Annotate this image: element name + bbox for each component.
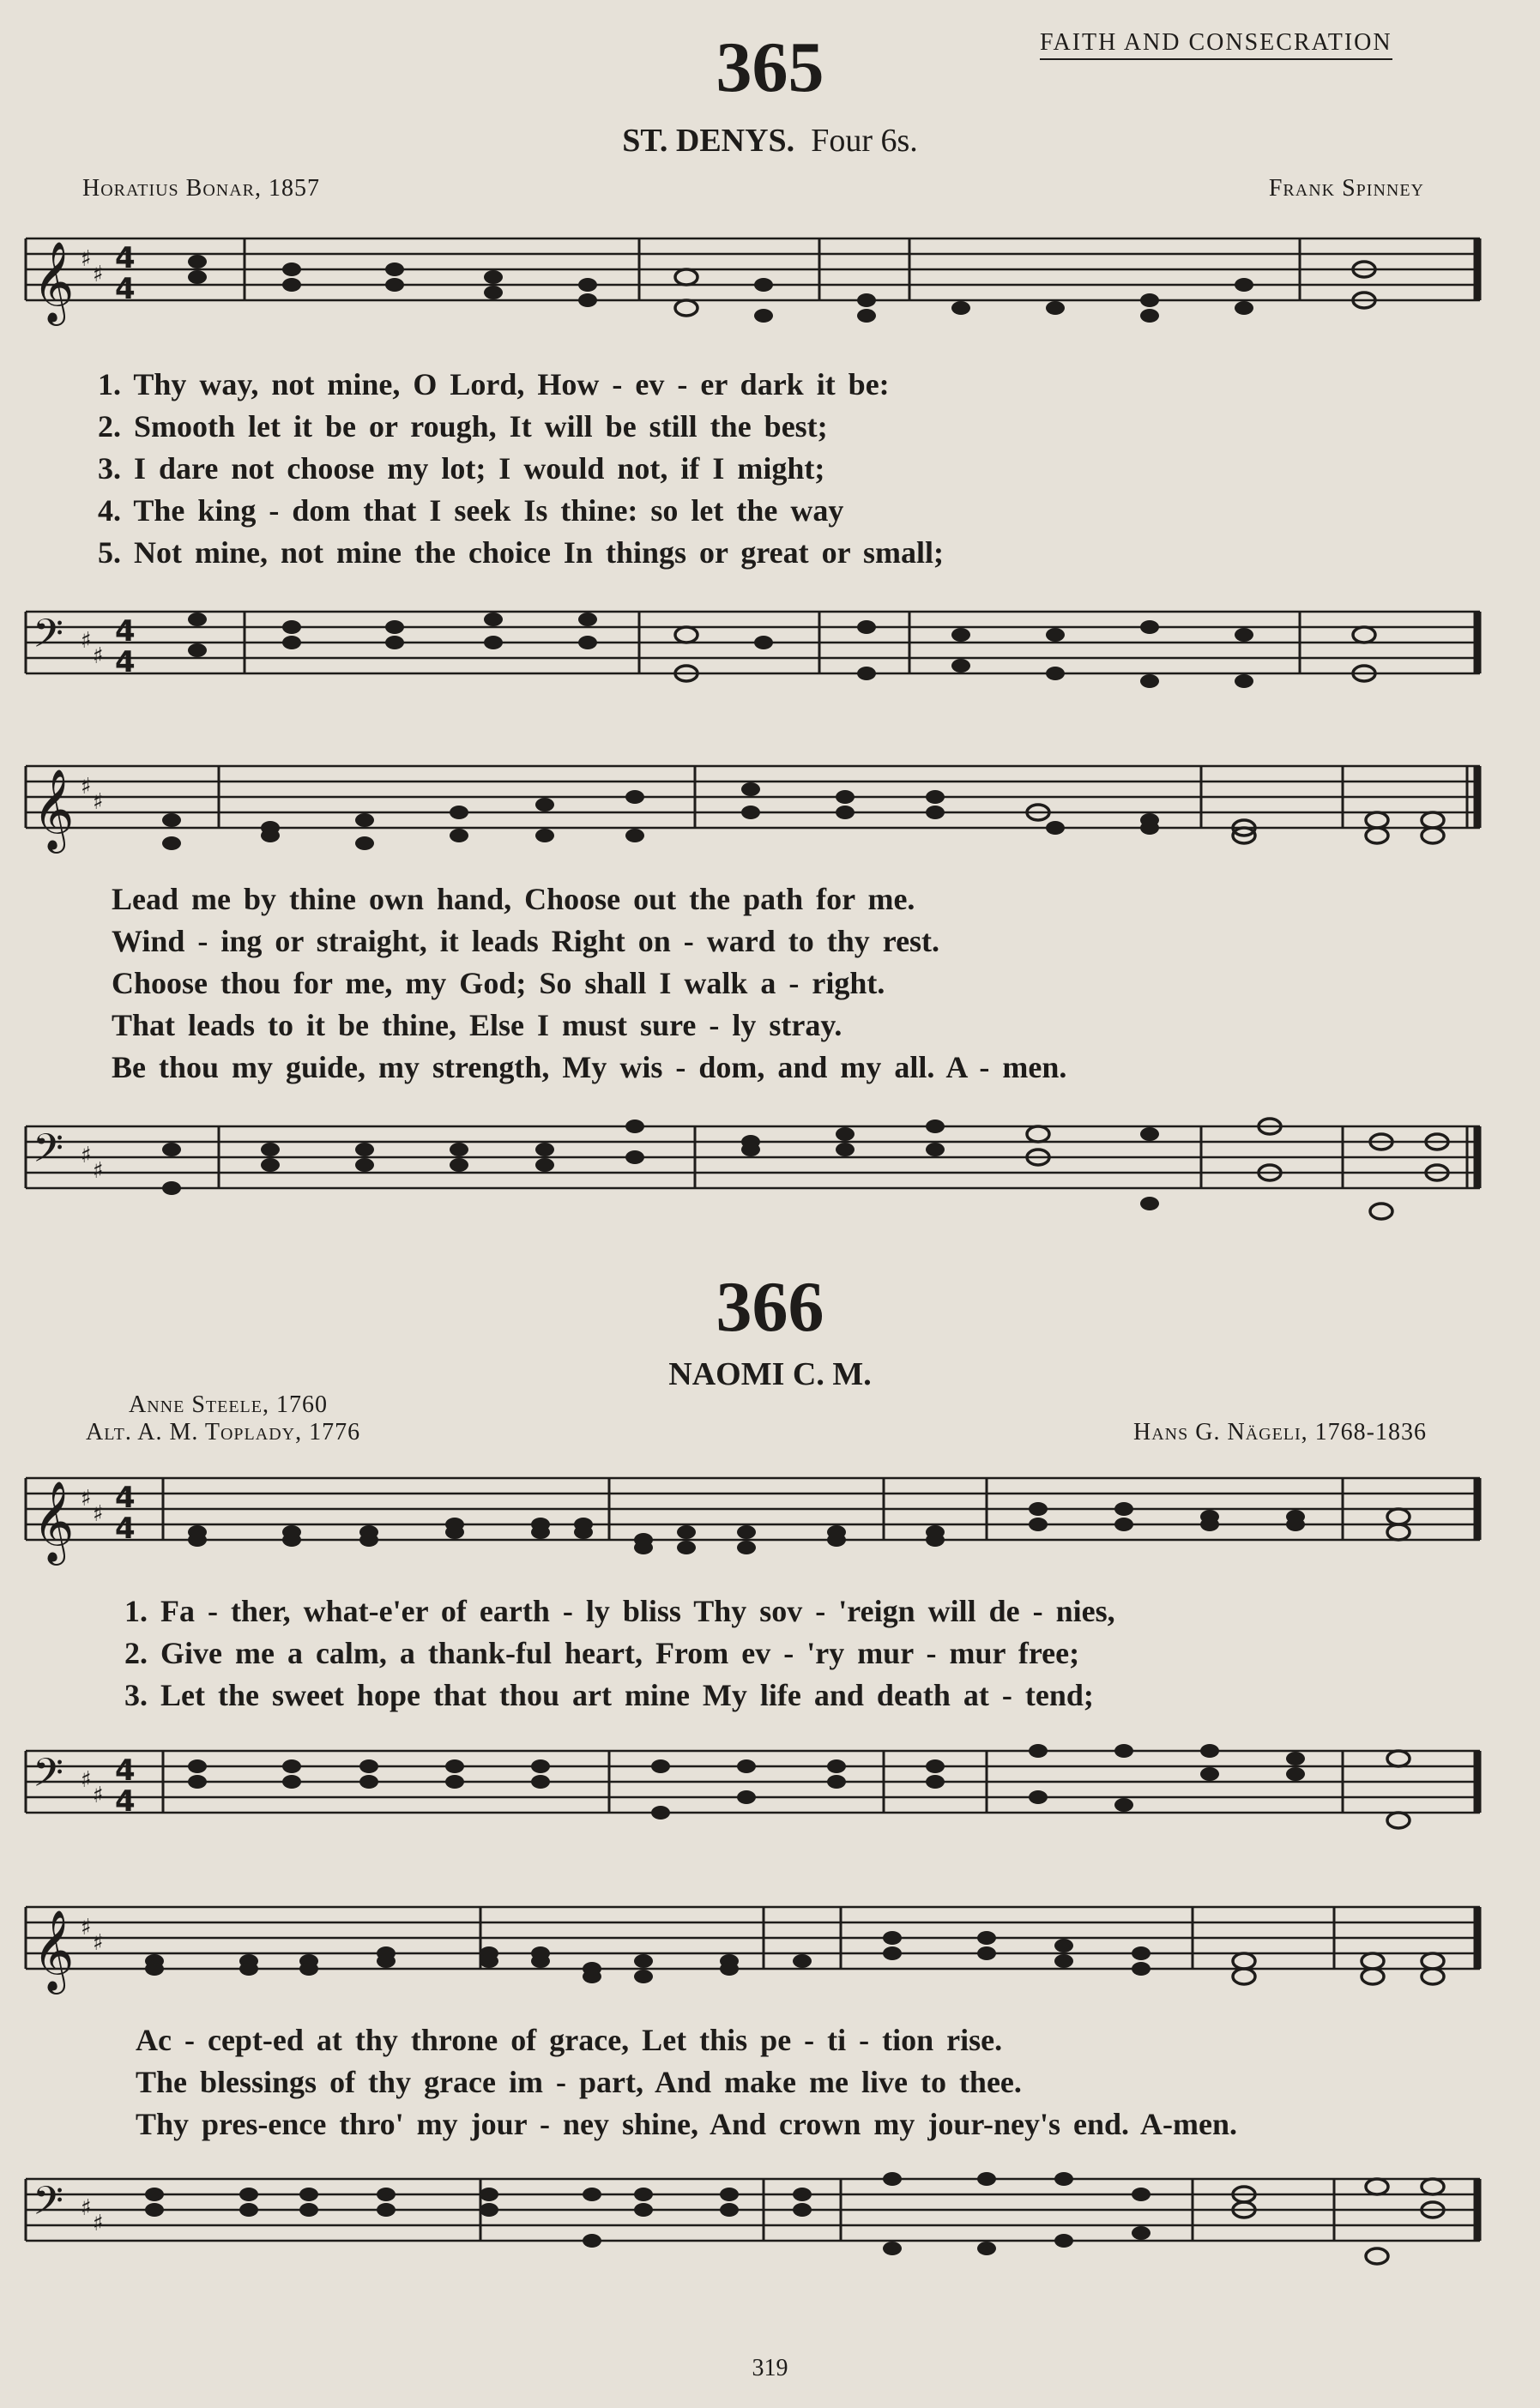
note-head	[1054, 1939, 1073, 1952]
note-head	[827, 1533, 846, 1547]
note-head	[484, 270, 503, 284]
notation-symbol: 4	[115, 241, 136, 275]
lyric-line: Ac - cept-ed at thy throne of grace, Let this pe - ti - tion rise.	[136, 2023, 1003, 2057]
note-head	[583, 2188, 601, 2201]
lyric-line: 1. Fa - ther, what-e'er of earth - ly bliss Thy sov - 'reign will de - nies,	[124, 1594, 1115, 1628]
note-head	[239, 2203, 258, 2217]
note-head	[188, 613, 207, 626]
note-head	[1114, 1798, 1133, 1812]
note-head	[385, 278, 404, 292]
note-head	[677, 1541, 696, 1554]
note-head	[385, 620, 404, 634]
note-head	[1235, 278, 1253, 292]
notation-symbol: 4	[115, 645, 136, 679]
note-head	[1286, 1752, 1305, 1765]
note-head	[793, 1954, 812, 1968]
lyric-line: Be thou my guide, my strength, My wis - dom, and my all. A - men.	[112, 1050, 1067, 1084]
lyric-line: 2. Give me a calm, a thank-ful heart, From ev - 'ry mur - mur free;	[124, 1636, 1080, 1670]
tune-title-st-denys	[0, 122, 1540, 160]
author-credit: Horatius Bonar, 1857	[82, 175, 321, 202]
note-head	[1422, 1953, 1444, 1969]
note-head	[261, 1158, 280, 1172]
note-head	[1200, 1744, 1219, 1758]
note-head	[737, 1790, 756, 1804]
note-head	[531, 1525, 550, 1539]
lyric-line: 1. Thy way, not mine, O Lord, How - ev - er dark it be:	[98, 367, 890, 401]
note-head	[1114, 1502, 1133, 1516]
note-head	[977, 2242, 996, 2255]
note-head	[535, 1143, 554, 1156]
notation-symbol: 4	[115, 614, 136, 649]
notation-symbol: ♯	[81, 1486, 92, 1512]
note-head	[162, 836, 181, 850]
note-head	[634, 2188, 653, 2201]
note-head	[634, 1541, 653, 1554]
note-head	[857, 309, 876, 323]
lyric-line: That leads to it be thine, Else I must sure - ly stray.	[112, 1008, 842, 1042]
notation-symbol: ♯	[81, 1767, 92, 1793]
note-head	[1286, 1767, 1305, 1781]
author-credit: Alt. A. M. Toplady, 1776	[86, 1419, 361, 1445]
note-head	[754, 278, 773, 292]
note-head	[145, 1962, 164, 1976]
composer-credit: Hans G. Nägeli, 1768-1836	[1133, 1419, 1427, 1445]
note-head	[282, 636, 301, 649]
note-head	[634, 1954, 653, 1968]
bass-staff	[26, 605, 1480, 708]
note-head	[827, 1759, 846, 1773]
note-head	[145, 2203, 164, 2217]
note-head	[951, 628, 970, 642]
note-head	[857, 620, 876, 634]
note-head	[1387, 1751, 1410, 1766]
treble-staff	[26, 759, 1480, 862]
lyric-line: Thy pres-ence thro' my jour - ney shine, And crown my jour-ney's end. A-men.	[136, 2107, 1238, 2141]
note-head	[836, 1127, 855, 1141]
lyric-line: 3. I dare not choose my lot; I would not, if I might;	[98, 451, 825, 486]
note-head	[741, 782, 760, 796]
note-head	[926, 1533, 945, 1547]
note-head	[355, 1143, 374, 1156]
note-head	[450, 806, 468, 819]
notation-symbol: ♯	[81, 1915, 92, 1940]
notation-symbol: 𝄞	[33, 769, 75, 850]
note-head	[741, 806, 760, 819]
note-head	[977, 1931, 996, 1945]
note-head	[926, 790, 945, 804]
notation-symbol: ♯	[81, 2195, 92, 2221]
note-head	[583, 1970, 601, 1983]
note-head	[531, 1759, 550, 1773]
note-head	[1200, 1767, 1219, 1781]
note-head	[625, 1150, 644, 1164]
note-head	[445, 1775, 464, 1789]
note-head	[445, 1759, 464, 1773]
note-head	[299, 1962, 318, 1976]
note-head	[1132, 2188, 1150, 2201]
note-head	[282, 1775, 301, 1789]
note-head	[162, 1181, 181, 1195]
note-head	[857, 667, 876, 680]
note-head	[355, 1158, 374, 1172]
note-head	[1054, 1954, 1073, 1968]
note-head	[1235, 674, 1253, 688]
note-head	[574, 1525, 593, 1539]
note-head	[355, 836, 374, 850]
note-head	[926, 1143, 945, 1156]
note-head	[282, 1533, 301, 1547]
hymn-number-365: 365	[716, 27, 824, 107]
tune-name: NAOMI C. M.	[668, 1356, 872, 1392]
note-head	[1387, 1524, 1410, 1540]
note-head	[1046, 301, 1065, 315]
note-head	[188, 1759, 207, 1773]
note-head	[359, 1775, 378, 1789]
note-head	[883, 1931, 902, 1945]
note-head	[926, 1775, 945, 1789]
note-head	[741, 1143, 760, 1156]
note-head	[883, 2242, 902, 2255]
notation-symbol: ♯	[93, 789, 104, 815]
note-head	[793, 2203, 812, 2217]
note-head	[1422, 812, 1444, 828]
note-head	[377, 2188, 396, 2201]
note-head	[926, 1759, 945, 1773]
note-head	[1140, 309, 1159, 323]
note-head	[1029, 1502, 1048, 1516]
lyrics-block	[26, 2019, 1480, 2145]
note-head	[1233, 1953, 1255, 1969]
note-head	[1366, 828, 1388, 843]
note-head	[926, 806, 945, 819]
page-number: 319	[752, 2355, 788, 2381]
note-head	[951, 659, 970, 673]
notation-symbol: 𝄢	[33, 611, 64, 667]
note-head	[836, 1143, 855, 1156]
note-head	[282, 620, 301, 634]
lyric-line: 2. Smooth let it be or rough, It will be still the best;	[98, 409, 828, 444]
treble-staff	[26, 1900, 1480, 2003]
note-head	[677, 1525, 696, 1539]
note-head	[1029, 1790, 1048, 1804]
note-head	[625, 1120, 644, 1133]
note-head	[535, 1158, 554, 1172]
bass-staff	[26, 2172, 1480, 2275]
lyric-line: Wind - ing or straight, it leads Right on - ward to thy rest.	[112, 924, 940, 958]
notation-symbol: ♯	[93, 643, 104, 669]
note-head	[1132, 1962, 1150, 1976]
note-head	[535, 798, 554, 812]
note-head	[188, 1775, 207, 1789]
note-head	[1046, 628, 1065, 642]
note-head	[450, 1143, 468, 1156]
note-head	[720, 1962, 739, 1976]
note-head	[883, 2172, 902, 2186]
note-head	[282, 1759, 301, 1773]
note-head	[836, 790, 855, 804]
lyrics-block	[26, 364, 1480, 574]
section-heading: FAITH AND CONSECRATION	[1040, 29, 1392, 60]
note-head	[651, 1806, 670, 1820]
notation-symbol: ♯	[93, 1930, 104, 1956]
note-head	[188, 270, 207, 284]
note-head	[1370, 1204, 1392, 1219]
note-head	[188, 643, 207, 657]
notation-symbol: ♯	[81, 1143, 92, 1168]
note-head	[737, 1525, 756, 1539]
note-head	[239, 2188, 258, 2201]
note-head	[651, 1759, 670, 1773]
note-head	[145, 2188, 164, 2201]
note-head	[1029, 1744, 1048, 1758]
lyric-line: 3. Let the sweet hope that thou art mine My life and death at - tend;	[124, 1678, 1094, 1712]
notation-symbol: ♯	[93, 2211, 104, 2236]
note-head	[1233, 1969, 1255, 1984]
lyric-line: 5. Not mine, not mine the choice In things or great or small;	[98, 535, 944, 570]
note-head	[1362, 1969, 1384, 1984]
note-head	[720, 2188, 739, 2201]
note-head	[261, 1143, 280, 1156]
note-head	[261, 829, 280, 842]
lyric-line: Choose thou for me, my God; So shall I walk a - right.	[112, 966, 885, 1000]
note-head	[299, 2188, 318, 2201]
notation-symbol: 4	[115, 1481, 136, 1515]
note-head	[1387, 1509, 1410, 1524]
note-head	[1140, 293, 1159, 307]
note-head	[1422, 1969, 1444, 1984]
note-head	[162, 813, 181, 827]
note-head	[1362, 1953, 1384, 1969]
note-head	[583, 2234, 601, 2248]
note-head	[450, 829, 468, 842]
note-head	[675, 269, 698, 285]
treble-staff	[26, 1471, 1480, 1574]
note-head	[377, 1954, 396, 1968]
note-head	[1286, 1518, 1305, 1531]
note-head	[480, 2203, 498, 2217]
note-head	[1114, 1518, 1133, 1531]
note-head	[675, 300, 698, 316]
note-head	[951, 301, 970, 315]
note-head	[355, 813, 374, 827]
note-head	[1029, 1518, 1048, 1531]
note-head	[578, 636, 597, 649]
note-head	[634, 2203, 653, 2217]
notation-symbol: ♯	[93, 1783, 104, 1808]
note-head	[282, 278, 301, 292]
notation-symbol: 𝄢	[33, 1126, 64, 1181]
notation-symbol: 𝄞	[33, 1481, 75, 1562]
note-head	[675, 627, 698, 643]
hymn-number-366: 366	[716, 1267, 824, 1347]
notation-symbol: 4	[115, 1512, 136, 1546]
note-head	[385, 263, 404, 276]
notation-symbol: ♯	[93, 1501, 104, 1527]
note-head	[1027, 1126, 1049, 1142]
note-head	[754, 309, 773, 323]
note-head	[484, 286, 503, 299]
notation-symbol: 𝄢	[33, 2178, 64, 2234]
note-head	[977, 2172, 996, 2186]
note-head	[1140, 620, 1159, 634]
treble-staff	[26, 232, 1480, 335]
note-head	[1235, 628, 1253, 642]
notation-symbol: ♯	[81, 246, 92, 272]
note-head	[737, 1541, 756, 1554]
note-head	[535, 829, 554, 842]
note-head	[1054, 2234, 1073, 2248]
bass-staff	[26, 1120, 1480, 1222]
note-head	[754, 636, 773, 649]
note-head	[857, 293, 876, 307]
note-head	[531, 1775, 550, 1789]
note-head	[239, 1962, 258, 1976]
note-head	[1132, 1946, 1150, 1960]
note-head	[737, 1759, 756, 1773]
notation-symbol: 4	[115, 1753, 136, 1788]
composer-credit: Frank Spinney	[1268, 175, 1424, 202]
note-head	[883, 1946, 902, 1960]
note-head	[1353, 627, 1375, 643]
notation-symbol: 𝄢	[33, 1750, 64, 1806]
note-head	[1114, 1744, 1133, 1758]
notation-symbol: 4	[115, 272, 136, 306]
notation-symbol: 𝄞	[33, 1910, 75, 1991]
notation-symbol: ♯	[93, 1158, 104, 1184]
note-head	[1387, 1813, 1410, 1828]
note-head	[480, 1954, 498, 1968]
note-head	[578, 278, 597, 292]
note-head	[484, 613, 503, 626]
note-head	[625, 829, 644, 842]
note-head	[1132, 2226, 1150, 2240]
bass-staff	[26, 1744, 1480, 1847]
note-head	[827, 1775, 846, 1789]
note-head	[1140, 1127, 1159, 1141]
note-head	[531, 1954, 550, 1968]
note-head	[450, 1158, 468, 1172]
note-head	[926, 1120, 945, 1133]
note-head	[1200, 1518, 1219, 1531]
note-head	[793, 2188, 812, 2201]
lyrics-block	[26, 1590, 1480, 1717]
note-head	[1235, 301, 1253, 315]
note-head	[1140, 821, 1159, 835]
notation-symbol: 4	[115, 1784, 136, 1819]
note-head	[1422, 828, 1444, 843]
note-head	[1140, 674, 1159, 688]
note-head	[625, 790, 644, 804]
note-head	[385, 636, 404, 649]
note-head	[1366, 2179, 1388, 2194]
note-head	[282, 263, 301, 276]
note-head	[1366, 812, 1388, 828]
note-head	[1054, 2172, 1073, 2186]
notation-symbol: ♯	[93, 262, 104, 287]
notation-symbol: ♯	[81, 628, 92, 654]
note-head	[445, 1525, 464, 1539]
note-head	[634, 1970, 653, 1983]
lyric-line: 4. The king - dom that I seek Is thine: so let the way	[98, 493, 844, 528]
note-head	[377, 2203, 396, 2217]
note-head	[1046, 667, 1065, 680]
note-head	[299, 2203, 318, 2217]
note-head	[1140, 1197, 1159, 1210]
note-head	[977, 1946, 996, 1960]
note-head	[484, 636, 503, 649]
note-head	[1046, 821, 1065, 835]
tune-meter: Four 6s.	[811, 123, 918, 159]
note-head	[480, 2188, 498, 2201]
note-head	[188, 1533, 207, 1547]
lyrics-block	[26, 878, 1480, 1089]
tune-name: ST. DENYS.	[622, 123, 795, 159]
note-head	[578, 293, 597, 307]
note-head	[188, 255, 207, 269]
note-head	[836, 806, 855, 819]
note-head	[578, 613, 597, 626]
note-head	[359, 1533, 378, 1547]
note-head	[720, 2203, 739, 2217]
lyric-line: The blessings of thy grace im - part, And make me live to thee.	[136, 2065, 1022, 2099]
note-head	[1422, 2179, 1444, 2194]
lyric-line: Lead me by thine own hand, Choose out the path for me.	[112, 882, 915, 916]
author-credit: Anne Steele, 1760	[129, 1391, 328, 1418]
note-head	[1366, 2248, 1388, 2264]
notation-symbol: ♯	[81, 774, 92, 800]
note-head	[162, 1143, 181, 1156]
note-head	[359, 1759, 378, 1773]
notation-symbol: 𝄞	[33, 241, 75, 323]
